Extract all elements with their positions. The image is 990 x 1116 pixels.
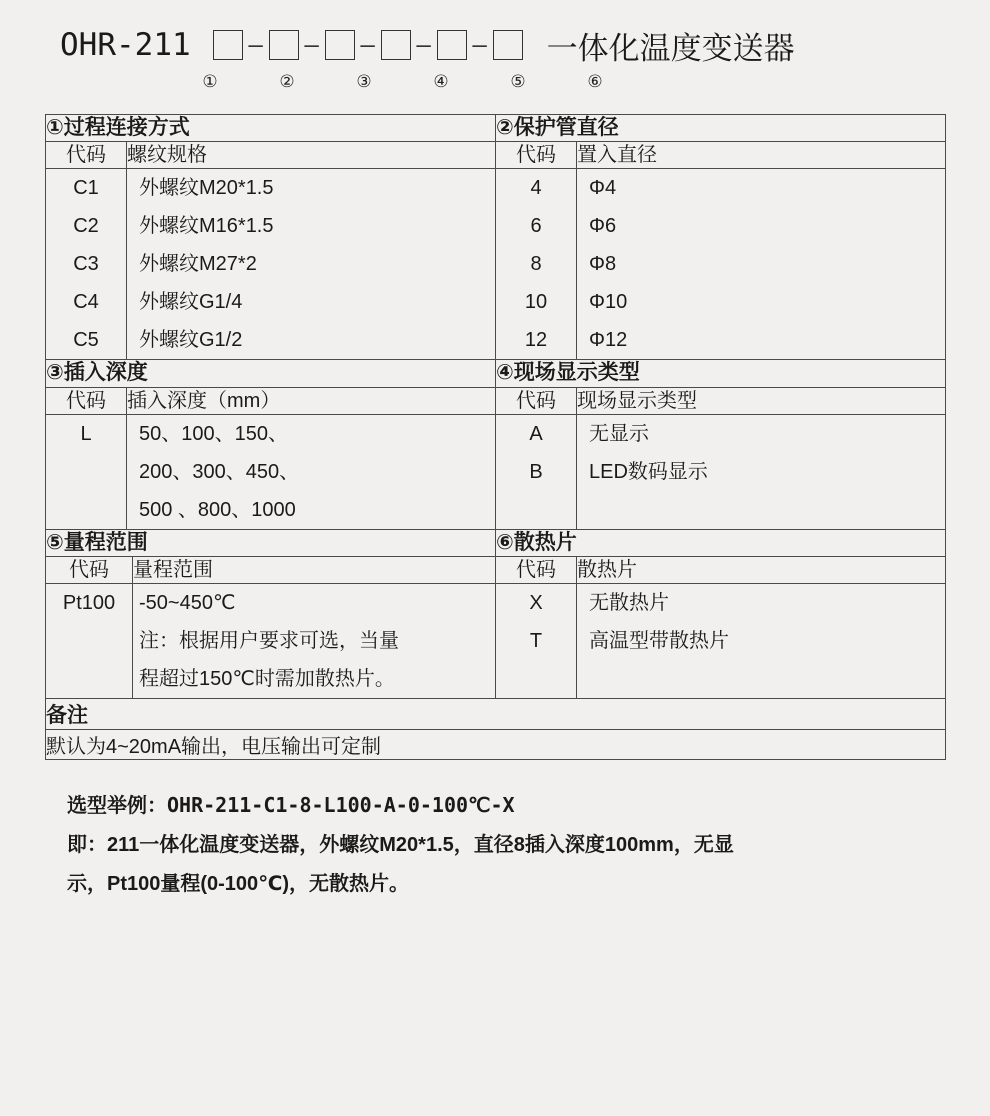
circled-index-2: ②	[279, 72, 295, 91]
section-2-code-4: 10	[524, 291, 548, 314]
section-1-body	[46, 169, 496, 360]
section-2-code-2: 6	[530, 215, 542, 238]
table-row	[46, 115, 946, 142]
section-5-body	[46, 583, 496, 698]
section-2-col2-header: 置入直径	[577, 144, 657, 167]
section-6-col2-header: 散热片	[577, 558, 637, 581]
section-1-heading: ①过程连接方式	[46, 115, 496, 142]
code-box-group	[213, 30, 523, 60]
section-2-code-3: 8	[530, 253, 542, 276]
table-row	[46, 729, 946, 759]
section-3-code-1: L	[80, 422, 92, 445]
section-2-value-4: Φ10	[589, 291, 628, 314]
table-row	[46, 142, 946, 169]
section-2-colheader-cell	[496, 142, 946, 169]
section-6-code-2: T	[529, 629, 543, 652]
section-5-code-1: Pt100	[62, 591, 116, 614]
section-1-code-3: C3	[73, 253, 99, 276]
section-3-value-line-1: 50、100、150、	[139, 422, 288, 445]
dash-2: –	[304, 31, 319, 59]
section-3-col1-header: 代码	[46, 388, 127, 414]
section-2-code-1: 4	[530, 177, 542, 200]
circled-index-6: ⑥	[587, 72, 603, 91]
example-description-line-1: 即：211一体化温度变送器，外螺纹M20*1.5，直径8插入深度100mm，无显	[67, 833, 734, 856]
section-5-col2-header: 量程范围	[133, 558, 213, 581]
example-label: 选型举例：	[67, 794, 167, 817]
section-3-value-line-2: 200、300、450、	[139, 460, 300, 483]
selection-example	[45, 786, 945, 904]
dash-1: –	[248, 31, 263, 59]
section-2-body	[496, 169, 946, 360]
section-1-value-1: 外螺纹M20*1.5	[139, 177, 274, 200]
section-1-colheader-cell	[46, 142, 496, 169]
section-4-code-2: B	[529, 460, 543, 483]
code-box-index-row	[0, 72, 990, 106]
circled-index-5: ⑤	[510, 72, 526, 91]
table-row	[46, 583, 946, 698]
section-1-value-4: 外螺纹G1/4	[139, 291, 243, 314]
model-name: OHR-211	[60, 27, 191, 63]
section-1-col1-header: 代码	[46, 142, 127, 168]
section-2-col1-header: 代码	[496, 142, 577, 168]
remark-body: 默认为4~20mA输出，电压输出可定制	[46, 729, 946, 759]
section-5-note-line-1: 注：根据用户要求可选，当量	[139, 629, 399, 652]
table-row	[46, 556, 946, 583]
section-5-colheader-cell	[46, 556, 496, 583]
product-title: 一体化温度变送器	[546, 30, 795, 66]
section-6-heading: ⑥散热片	[496, 529, 946, 556]
dash-4: –	[416, 31, 431, 59]
code-box-4[interactable]	[381, 30, 411, 60]
table-row	[46, 169, 946, 360]
section-4-value-2: LED数码显示	[589, 460, 708, 483]
example-value: OHR-211-C1-8-L100-A-0-100℃-X	[167, 792, 515, 817]
section-6-value-1: 无散热片	[589, 591, 669, 614]
section-5-heading: ⑤量程范围	[46, 529, 496, 556]
code-box-5[interactable]	[437, 30, 467, 60]
table-row	[46, 387, 946, 414]
code-box-6[interactable]	[493, 30, 523, 60]
section-2-heading: ②保护管直径	[496, 115, 946, 142]
table-row	[46, 698, 946, 729]
example-line	[45, 786, 945, 826]
section-1-value-2: 外螺纹M16*1.5	[139, 215, 274, 238]
section-1-code-1: C1	[73, 177, 99, 200]
section-3-colheader-cell	[46, 387, 496, 414]
section-1-col2-header: 螺纹规格	[127, 144, 207, 167]
table-row	[46, 360, 946, 387]
section-4-body	[496, 414, 946, 529]
dash-3: –	[360, 31, 375, 59]
section-2-value-1: Φ4	[589, 177, 617, 200]
circled-index-3: ③	[356, 72, 372, 91]
example-description-line-2: 示，Pt100量程(0-100℃)，无散热片。	[67, 872, 410, 895]
remark-heading: 备注	[46, 698, 946, 729]
section-6-body	[496, 583, 946, 698]
section-4-col1-header: 代码	[496, 388, 577, 414]
section-2-value-5: Φ12	[589, 329, 628, 352]
section-3-col2-header: 插入深度（mm）	[127, 389, 281, 412]
section-5-value-1: -50~450℃	[139, 591, 236, 614]
section-1-code-5: C5	[73, 329, 99, 352]
section-6-value-2: 高温型带散热片	[589, 629, 729, 652]
section-3-heading: ③插入深度	[46, 360, 496, 387]
section-4-heading: ④现场显示类型	[496, 360, 946, 387]
section-3-body	[46, 414, 496, 529]
section-5-note-line-2: 程超过150℃时需加散热片。	[139, 667, 395, 690]
code-box-3[interactable]	[325, 30, 355, 60]
table-row	[46, 529, 946, 556]
section-1-code-2: C2	[73, 215, 99, 238]
section-2-code-5: 12	[524, 329, 548, 352]
circled-index-1: ①	[202, 72, 218, 91]
section-2-value-2: Φ6	[589, 215, 617, 238]
specification-table	[45, 114, 946, 760]
section-6-col1-header: 代码	[496, 557, 577, 583]
code-box-2[interactable]	[269, 30, 299, 60]
section-2-value-3: Φ8	[589, 253, 617, 276]
section-1-value-3: 外螺纹M27*2	[139, 253, 257, 276]
section-5-col1-header: 代码	[46, 557, 133, 583]
section-1-value-5: 外螺纹G1/2	[139, 329, 243, 352]
code-box-1[interactable]	[213, 30, 243, 60]
section-4-colheader-cell	[496, 387, 946, 414]
section-6-code-1: X	[529, 591, 543, 614]
section-4-code-1: A	[529, 422, 543, 445]
circled-index-4: ④	[433, 72, 449, 91]
section-1-code-4: C4	[73, 291, 99, 314]
section-3-value-line-3: 500 、800、1000	[139, 498, 296, 521]
section-4-value-1: 无显示	[589, 422, 649, 445]
section-4-col2-header: 现场显示类型	[577, 389, 697, 412]
model-code-row	[0, 0, 990, 72]
section-6-colheader-cell	[496, 556, 946, 583]
table-row	[46, 414, 946, 529]
dash-5: –	[472, 31, 487, 59]
